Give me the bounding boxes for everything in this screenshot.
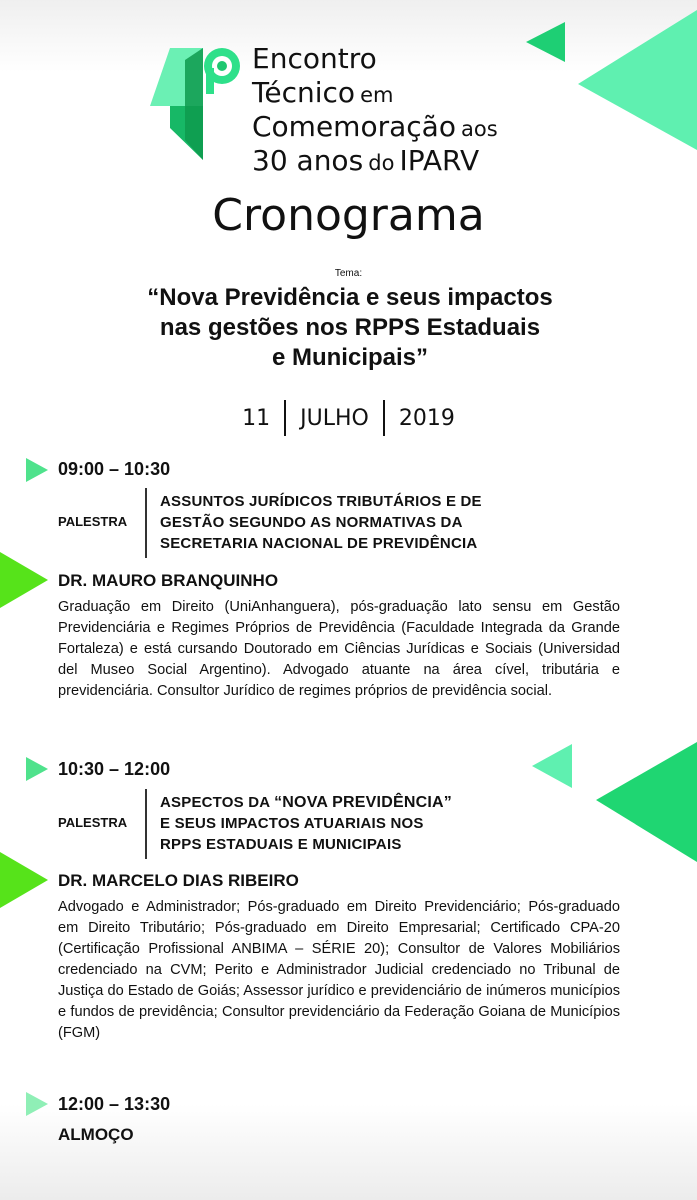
arrow-icon-2 [26,757,48,781]
title-line-4-small: do [368,151,395,175]
date-divider [284,400,286,436]
triangle-left-1 [0,552,48,608]
tema-line-3: e Municipais” [271,344,429,371]
tema-line-2: nas gestões nos RPPS Estaduais [159,314,541,341]
topic-emphasis: “NOVA PREVIDÊNCIA” [274,794,452,811]
session-1-bio: Graduação em Direito (UniAnhanguera), pós-graduação lato sensu em Gestão Previdenciária e Regimes Próprios de Previdência (Faculdade Integrada da Grande Fortaleza) e está cursando Doutorado em Ciências Jurídicas e Sociais (Universidad del Museo Social Argentino). Advogado atuante na área cível, tributária e previdenciária. Consultor Jurídico de regimes próprios de previdência social. [58,599,620,699]
event-title [252,44,498,180]
session-1-divider [145,488,147,558]
tema-label: Tema: [334,268,363,279]
session-2-bio: Advogado e Administrador; Pós-graduado em Direito Previdenciário; Pós-graduado em Direito Tributário; Pós-graduado em Direito Empresarial; Certificado CPA-20 (Certificação Profissional ANBIMA – SÉRIE 20); Consultor de Valores Mobiliários credenciado na CVM; Perito e Administrador Judicial credenciado no Tribunal de Justiça do Estado de Goiás; Assessor jurídico e previdenciário de inúmeros municípios e fundos de previdência; Consultor previdenciário da Federação Goiana de Municípios (FGM) [58,899,620,1041]
title-line-2-small: em [360,83,394,107]
session-2-type: PALESTRA [58,815,128,830]
date-day: 11 [242,405,271,431]
topic-line: GESTÃO SEGUNDO AS NORMATIVAS DA [160,514,463,531]
page-title: Cronograma [212,190,485,241]
triangle-top-small [526,22,565,62]
session-1-time: 09:00 – 10:30 [58,459,171,479]
arrow-icon-3 [26,1092,48,1116]
title-line-2: Técnico [252,76,356,109]
date-month: JULHO [300,405,369,431]
date-divider [383,400,385,436]
arrow-icon-1 [26,458,48,482]
date-year: 2019 [398,405,455,431]
session-2-time: 10:30 – 12:00 [58,759,171,779]
iparv-logo-icon [150,48,240,160]
session-1-type: PALESTRA [58,514,128,529]
session-1-speaker: DR. MAURO BRANQUINHO [58,571,279,590]
title-line-3-small: aos [461,117,498,141]
event-date [0,400,697,436]
title-line-4-end: IPARV [399,144,480,177]
title-line-1: Encontro [252,42,377,75]
title-line-3: Comemoração [252,110,456,143]
tema-heading [40,283,660,373]
triangle-left-2 [0,852,48,908]
topic-line: SECRETARIA NACIONAL DE PREVIDÊNCIA [160,535,478,552]
session-1-topic [160,491,482,554]
session-2-topic [160,792,452,855]
session-3-time: 12:00 – 13:30 [58,1094,171,1114]
triangle-mid-right [596,742,697,862]
topic-line: E SEUS IMPACTOS ATUARIAIS NOS [160,815,424,832]
topic-text: ASPECTOS DA [160,794,275,811]
session-2-speaker: DR. MARCELO DIAS RIBEIRO [58,871,299,890]
topic-line [160,792,452,813]
tema-line-1: “Nova Previdência e seus impactos [147,284,553,311]
topic-line: RPPS ESTADUAIS E MUNICIPAIS [160,836,402,853]
topic-line: ASSUNTOS JURÍDICOS TRIBUTÁRIOS E DE [160,493,482,510]
triangle-top-right [578,10,697,150]
session-3-label: ALMOÇO [58,1125,134,1144]
session-2-divider [145,789,147,859]
title-line-4: 30 anos [252,144,364,177]
triangle-mid-small [532,744,572,788]
